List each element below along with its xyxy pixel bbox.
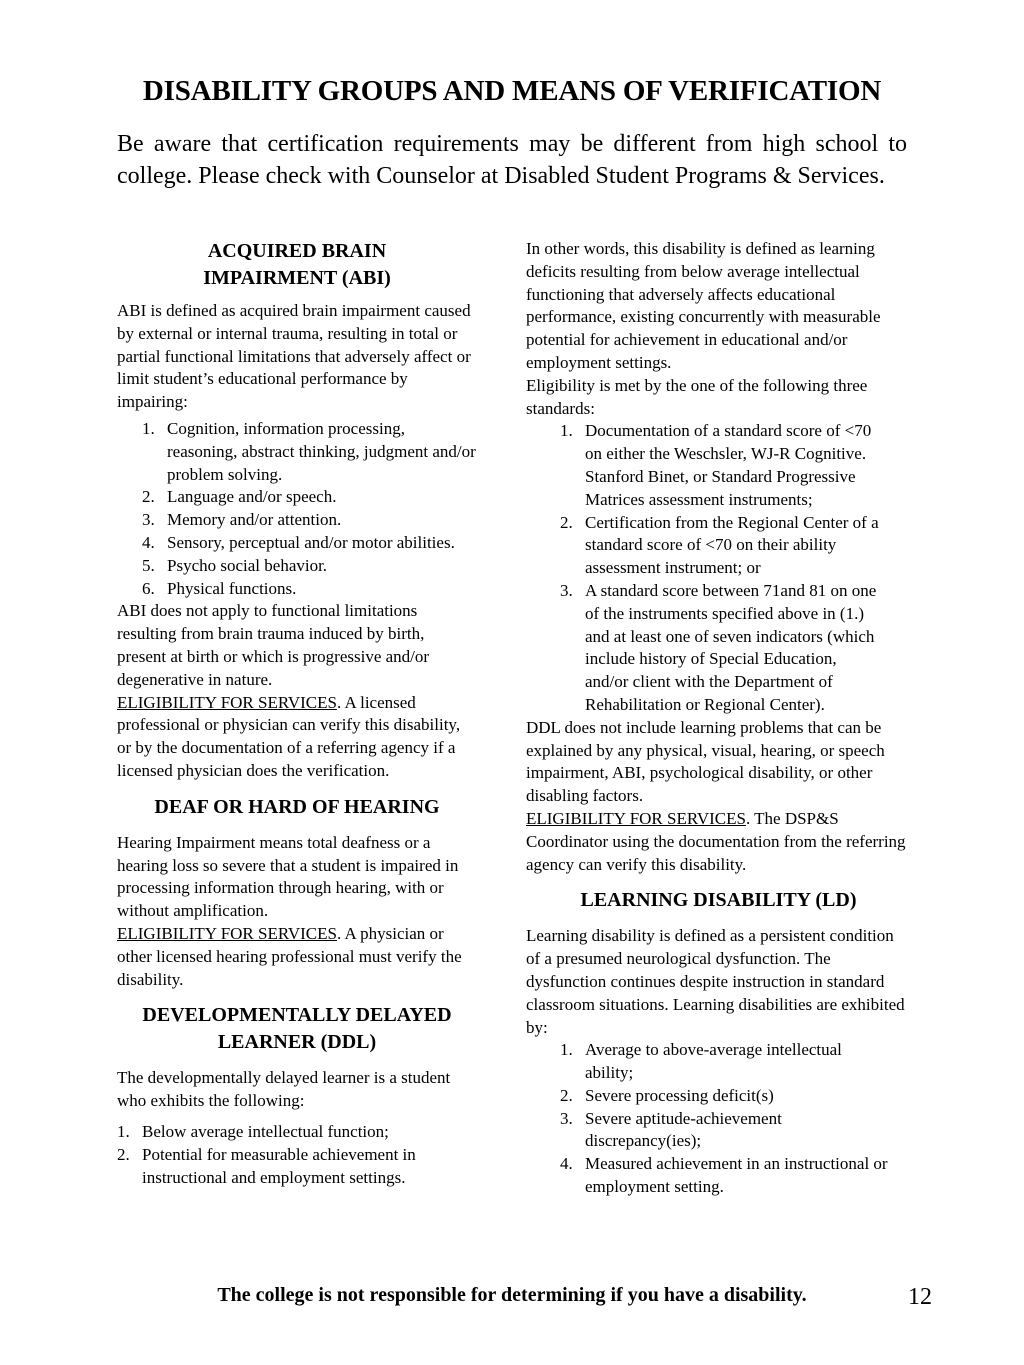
ddl-definition: The developmentally delayed learner is a student who exhibits the following: bbox=[117, 1068, 451, 1111]
deaf-definition: Hearing Impairment means total deafness or a hearing loss so severe that a student is impaired in processing information through hearing, with or without amplification. bbox=[117, 832, 459, 921]
list-number: 2. bbox=[142, 487, 155, 507]
ddl-continued: In other words, this disability is defined as learning deficits resulting from below average intellectual functioning that adversely affects educational performance, existing concurrently with measurable potential for achievement in educational and/or employment settings. bbox=[526, 239, 881, 372]
list-number: 2. bbox=[117, 1144, 130, 1164]
footer-disclaimer: The college is not responsible for determining if you have a disability. bbox=[217, 1284, 807, 1306]
list-item bbox=[117, 532, 477, 555]
eligibility-label: ELIGIBILITY FOR SERVICES bbox=[117, 923, 337, 943]
list-item-text: Potential for measurable achievement in instructional and employment settings. bbox=[142, 1144, 416, 1187]
abi-definition: ABI is defined as acquired brain impairment caused by external or internal trauma, resulting in total or partial functional limitations that adversely affect or limit student’s educational performance by impairing: bbox=[117, 301, 471, 412]
list-number: 6. bbox=[142, 578, 155, 598]
list-item-text: Language and/or speech. bbox=[167, 487, 337, 507]
list-item-text: Certification from the Regional Center of a standard score of <70 on their ability assessment instrument; or bbox=[585, 512, 879, 578]
ld-list bbox=[526, 1039, 911, 1199]
ddl-exclusion: DDL does not include learning problems that can be explained by any physical, visual, hearing, or speech impairment, ABI, psychological disability, or other disabling factors. bbox=[526, 717, 885, 806]
page-number: 12 bbox=[908, 1284, 932, 1310]
list-number: 4. bbox=[142, 532, 155, 552]
list-item-text: Documentation of a standard score of <70 on either the Weschsler, WJ-R Cognitive. Stanford Binet, or Standard Progressive Matrices assessment instruments; bbox=[585, 421, 872, 509]
ddl-heading-line2: LEARNER (DDL) bbox=[217, 1031, 377, 1054]
list-item-text: Psycho social behavior. bbox=[167, 555, 328, 575]
list-item-text: Physical functions. bbox=[167, 578, 297, 598]
list-item-text: Measured achievement in an instructional or employment setting. bbox=[585, 1154, 888, 1197]
abi-exclusion: ABI does not apply to functional limitations resulting from brain trauma induced by birth, present at birth or which is progressive and/or degenerative in nature. bbox=[117, 601, 430, 689]
list-item bbox=[526, 420, 881, 511]
list-number: 1. bbox=[560, 1040, 573, 1060]
page-title: DISABILITY GROUPS AND MEANS OF VERIFICATION bbox=[142, 75, 882, 107]
list-item bbox=[117, 1144, 477, 1190]
list-number: 2. bbox=[560, 1085, 573, 1105]
list-item bbox=[526, 512, 881, 580]
eligibility-text: . A licensed professional or physician can verify this disability, or by the documentation of a referring agency if a licensed physician does the verification. bbox=[117, 692, 461, 780]
ddl-eligibility bbox=[526, 808, 911, 876]
abi-heading bbox=[117, 238, 477, 292]
list-item bbox=[117, 1121, 477, 1144]
list-item-text: Severe processing deficit(s) bbox=[585, 1085, 774, 1105]
list-item-text: Cognition, information processing, reasoning, abstract thinking, judgment and/or problem solving. bbox=[167, 418, 476, 484]
ddl-eligibility-intro: Eligibility is met by the one of the following three standards: bbox=[526, 375, 868, 418]
list-number: 3. bbox=[142, 510, 155, 530]
ddl-list bbox=[117, 1121, 477, 1189]
eligibility-label: ELIGIBILITY FOR SERVICES bbox=[526, 808, 746, 828]
abi-list bbox=[117, 418, 477, 600]
right-column bbox=[526, 238, 911, 1199]
list-number: 5. bbox=[142, 555, 155, 575]
ld-heading: LEARNING DISABILITY (LD) bbox=[580, 889, 857, 912]
list-item-text: Severe aptitude-achievement discrepancy(ies); bbox=[585, 1108, 782, 1151]
list-item-text: Memory and/or attention. bbox=[167, 510, 342, 530]
list-number: 4. bbox=[560, 1154, 573, 1174]
intro-paragraph: Be aware that certification requirements may be different from high school to college. Please check with Counselor at Disabled Student Programs & Services. bbox=[117, 131, 907, 189]
list-item bbox=[526, 1108, 891, 1154]
list-number: 1. bbox=[117, 1121, 130, 1141]
ld-definition: Learning disability is defined as a persistent condition of a presumed neurological dysfunction. The dysfunction continues despite instruction in standard classroom situations. Learning disabilities are exhibited by: bbox=[526, 926, 905, 1037]
ddl-heading bbox=[117, 1002, 477, 1056]
list-number: 2. bbox=[560, 512, 573, 532]
list-item-text: Sensory, perceptual and/or motor abilities. bbox=[167, 532, 455, 552]
list-item bbox=[117, 578, 477, 601]
list-item-text: Average to above-average intellectual ability; bbox=[585, 1040, 842, 1083]
list-item bbox=[117, 555, 477, 578]
eligibility-text: . The DSP&S Coordinator using the documentation from the referring agency can verify this disability. bbox=[526, 808, 906, 874]
abi-heading-line2: IMPAIRMENT (ABI) bbox=[203, 267, 391, 289]
list-item-text: Below average intellectual function; bbox=[142, 1121, 389, 1141]
list-item bbox=[526, 1153, 891, 1199]
list-number: 1. bbox=[560, 421, 573, 441]
ddl-heading-line1: DEVELOPMENTALLY DELAYED bbox=[142, 1004, 452, 1027]
eligibility-label: ELIGIBILITY FOR SERVICES bbox=[117, 692, 337, 712]
abi-heading-line1: ACQUIRED BRAIN bbox=[207, 240, 387, 262]
list-number: 3. bbox=[560, 580, 573, 600]
list-number: 1. bbox=[142, 418, 155, 438]
list-item bbox=[117, 486, 477, 509]
list-item bbox=[526, 580, 881, 717]
list-number: 3. bbox=[560, 1108, 573, 1128]
abi-eligibility bbox=[117, 692, 477, 783]
list-item-text: A standard score between 71and 81 on one of the instruments specified above in (1.) and at least one of seven indicators (which include history of Special Education, and/or client with the Department of Rehabilitation or Regional Center). bbox=[585, 580, 877, 714]
left-column bbox=[117, 238, 477, 1189]
list-item bbox=[526, 1085, 891, 1108]
list-item bbox=[117, 509, 477, 532]
list-item bbox=[117, 418, 477, 486]
ddl-standards-list bbox=[526, 420, 911, 716]
deaf-heading: DEAF OR HARD OF HEARING bbox=[154, 795, 440, 818]
deaf-eligibility bbox=[117, 923, 477, 991]
list-item bbox=[526, 1039, 891, 1085]
eligibility-text: . A physician or other licensed hearing professional must verify the disability. bbox=[117, 923, 462, 989]
